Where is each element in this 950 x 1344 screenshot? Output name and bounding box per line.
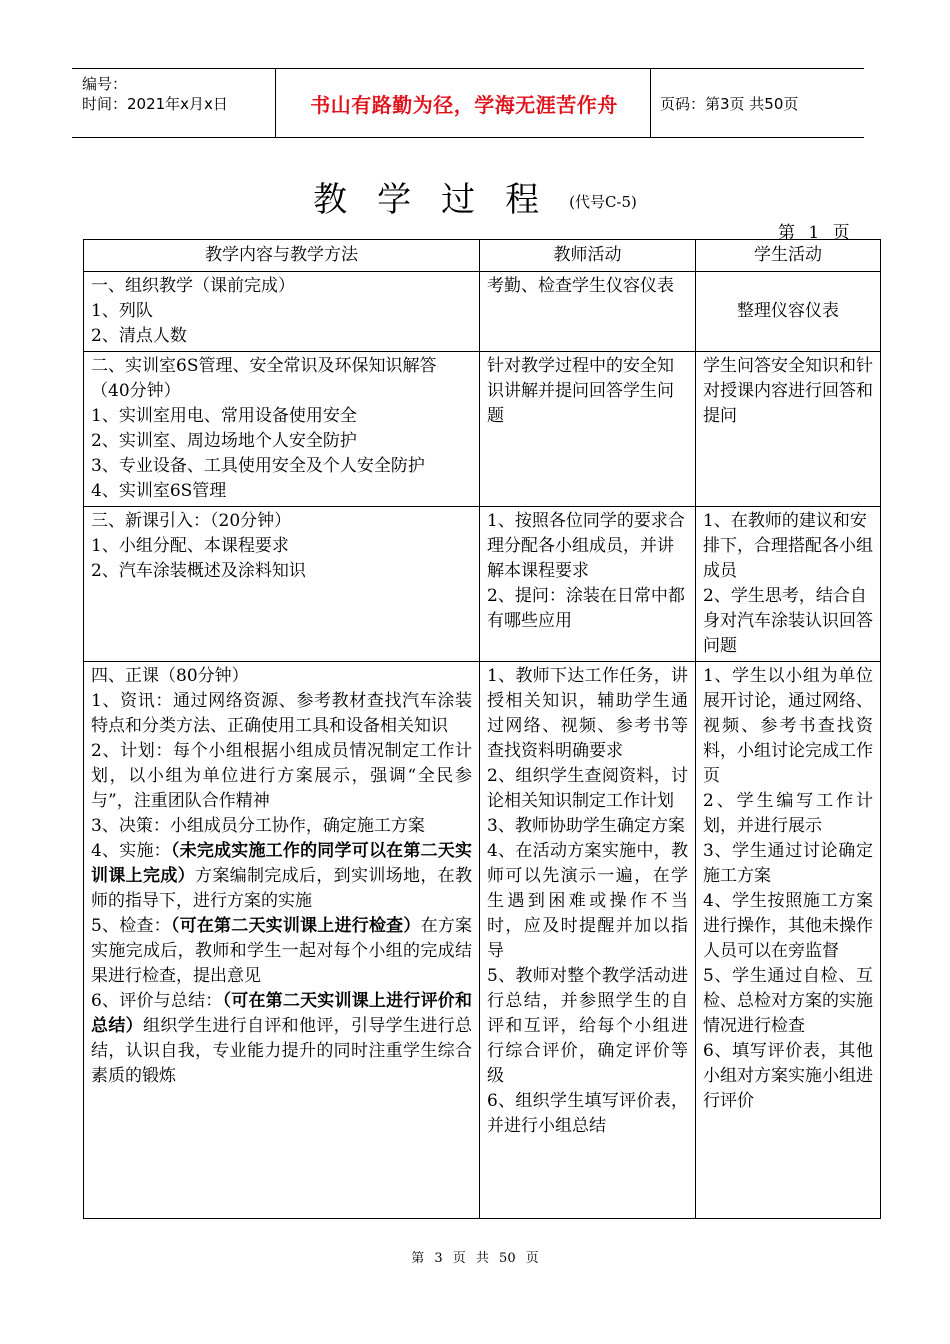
student-cell: 整理仪容仪表 <box>696 272 881 352</box>
title-main: 教学过程 <box>313 180 570 220</box>
student-line: 3、学生通过讨论确定施工方案 <box>703 841 873 886</box>
table-row <box>84 272 881 352</box>
step-label: 5、检查： <box>91 916 171 936</box>
student-line: 5、学生通过自检、互检、总检对方案的实施情况进行检查 <box>703 966 873 1036</box>
page-title <box>0 172 950 221</box>
student-cell: 学生问答安全知识和针对授课内容进行回答和提问 <box>696 352 881 507</box>
content-cell <box>84 507 480 662</box>
student-line: 4、学生按照施工方案进行操作，其他未操作人员可以在旁监督 <box>703 891 873 961</box>
content-cell <box>84 272 480 352</box>
content-line: 2、计划：每个小组根据小组成员情况制定工作计划，以小组为单位进行方案展示，强调“全民参与”，注重团队合作精神 <box>91 741 472 811</box>
content-line: 4、实训室6S管理 <box>91 481 227 501</box>
page-footer: 第 3 页 共 50 页 <box>411 1251 539 1266</box>
header-divider <box>275 69 276 137</box>
teacher-line: 2、提问：涂装在日常中都有哪些应用 <box>487 586 685 631</box>
content-line: 1、小组分配、本课程要求 <box>91 536 289 556</box>
step-label: 4、实施： <box>91 841 171 861</box>
teacher-cell <box>480 662 696 1219</box>
header-motto: 书山有路勤为径，学海无涯苦作舟 <box>310 92 618 117</box>
content-line: 一、组织教学（课前完成） <box>91 276 295 296</box>
content-line: 1、资讯：通过网络资源、参考教材查找汽车涂装特点和分类方法、正确使用工具和设备相关知识 <box>91 691 472 736</box>
teacher-cell: 考勤、检查学生仪容仪表 <box>480 272 696 352</box>
content-line: 1、列队 <box>91 301 153 321</box>
teacher-line: 6、组织学生填写评价表，并进行小组总结 <box>487 1091 688 1136</box>
content-line <box>91 839 472 914</box>
student-cell <box>696 507 881 662</box>
content-line <box>91 989 472 1089</box>
student-line: 2、学生编写工作计划，并进行展示 <box>703 791 873 836</box>
step-label: 6、评价与总结： <box>91 991 223 1011</box>
content-line: 1、实训室用电、常用设备使用安全 <box>91 406 357 426</box>
content-line: 2、汽车涂装概述及涂料知识 <box>91 561 306 581</box>
student-line: 1、学生以小组为单位展开讨论，通过网络、视频、参考书查找资料，小组讨论完成工作页 <box>703 666 873 786</box>
content-line: 2、实训室、周边场地个人安全防护 <box>91 431 357 451</box>
content-line: 3、专业设备、工具使用安全及个人安全防护 <box>91 456 425 476</box>
teacher-line: 4、在活动方案实施中，教师可以先演示一遍，在学生遇到困难或操作不当时，应及时提醒并加以指导 <box>487 841 688 961</box>
student-cell <box>696 662 881 1219</box>
header-content-method: 教学内容与教学方法 <box>84 240 480 272</box>
header-page-label: 页码：第3页 共50页 <box>660 94 799 113</box>
table-row <box>84 507 881 662</box>
document-header <box>72 68 864 138</box>
content-line: 3、决策：小组成员分工协作，确定施工方案 <box>91 816 425 836</box>
content-line: 2、清点人数 <box>91 326 187 346</box>
student-line: 6、填写评价表，其他小组对方案实施小组进行评价 <box>703 1041 873 1111</box>
content-cell <box>84 352 480 507</box>
teacher-line: 2、组织学生查阅资料，讨论相关知识制定工作计划 <box>487 766 688 811</box>
table-row <box>84 662 881 1219</box>
teacher-line: 1、教师下达工作任务，讲授相关知识，辅助学生通过网络、视频、参考书等查找资料明确要求 <box>487 666 688 761</box>
table-row <box>84 352 881 507</box>
table-header-row <box>84 240 881 272</box>
step-note-bold: （可在第二天实训课上进行评价和总结） <box>91 991 472 1036</box>
teaching-process-table <box>83 239 881 1219</box>
teacher-cell <box>480 507 696 662</box>
header-meta <box>82 74 228 114</box>
step-text: 方案编制完成后，到实训场地，在教师的指导下，进行方案的实施 <box>91 866 472 911</box>
page-number: 第 1 页 <box>778 223 850 243</box>
step-note-bold: （未完成实施工作的同学可以在第二天实训课上完成） <box>91 841 472 886</box>
teacher-line: 5、教师对整个教学活动进行总结，并参照学生的自评和互评，给每个小组进行综合评价，确定评价等级 <box>487 966 688 1086</box>
content-line: 三、新课引入：（20分钟） <box>91 511 292 531</box>
content-line: 二、实训室6S管理、安全常识及环保知识解答（40分钟） <box>91 356 437 401</box>
content-cell <box>84 662 480 1219</box>
title-code: (代号C-5) <box>569 193 637 211</box>
step-note-bold: （可在第二天实训课上进行检查） <box>170 916 421 936</box>
teacher-cell: 针对教学过程中的安全知识讲解并提问回答学生问题 <box>480 352 696 507</box>
teacher-line: 1、按照各位同学的要求合理分配各小组成员，并讲解本课程要求 <box>487 511 685 581</box>
content-line <box>91 914 472 989</box>
header-teacher-activity: 教师活动 <box>480 240 696 272</box>
number-label: 编号： <box>82 75 128 93</box>
header-student-activity: 学生活动 <box>696 240 881 272</box>
teacher-line: 3、教师协助学生确定方案 <box>487 816 685 836</box>
student-line: 2、学生思考，结合自身对汽车涂装认识回答问题 <box>703 586 873 656</box>
step-text: 组织学生进行自评和他评，引导学生进行总结，认识自我，专业能力提升的同时注重学生综合素质的锻炼 <box>91 1016 472 1086</box>
step-text: 在方案实施完成后，教师和学生一起对每个小组的完成结果进行检查，提出意见 <box>91 916 473 986</box>
content-line: 四、正课（80分钟） <box>91 666 249 686</box>
student-line: 1、在教师的建议和安排下，合理搭配各小组成员 <box>703 511 873 581</box>
date-label: 时间：2021年x月x日 <box>82 95 228 113</box>
header-divider <box>650 69 651 137</box>
